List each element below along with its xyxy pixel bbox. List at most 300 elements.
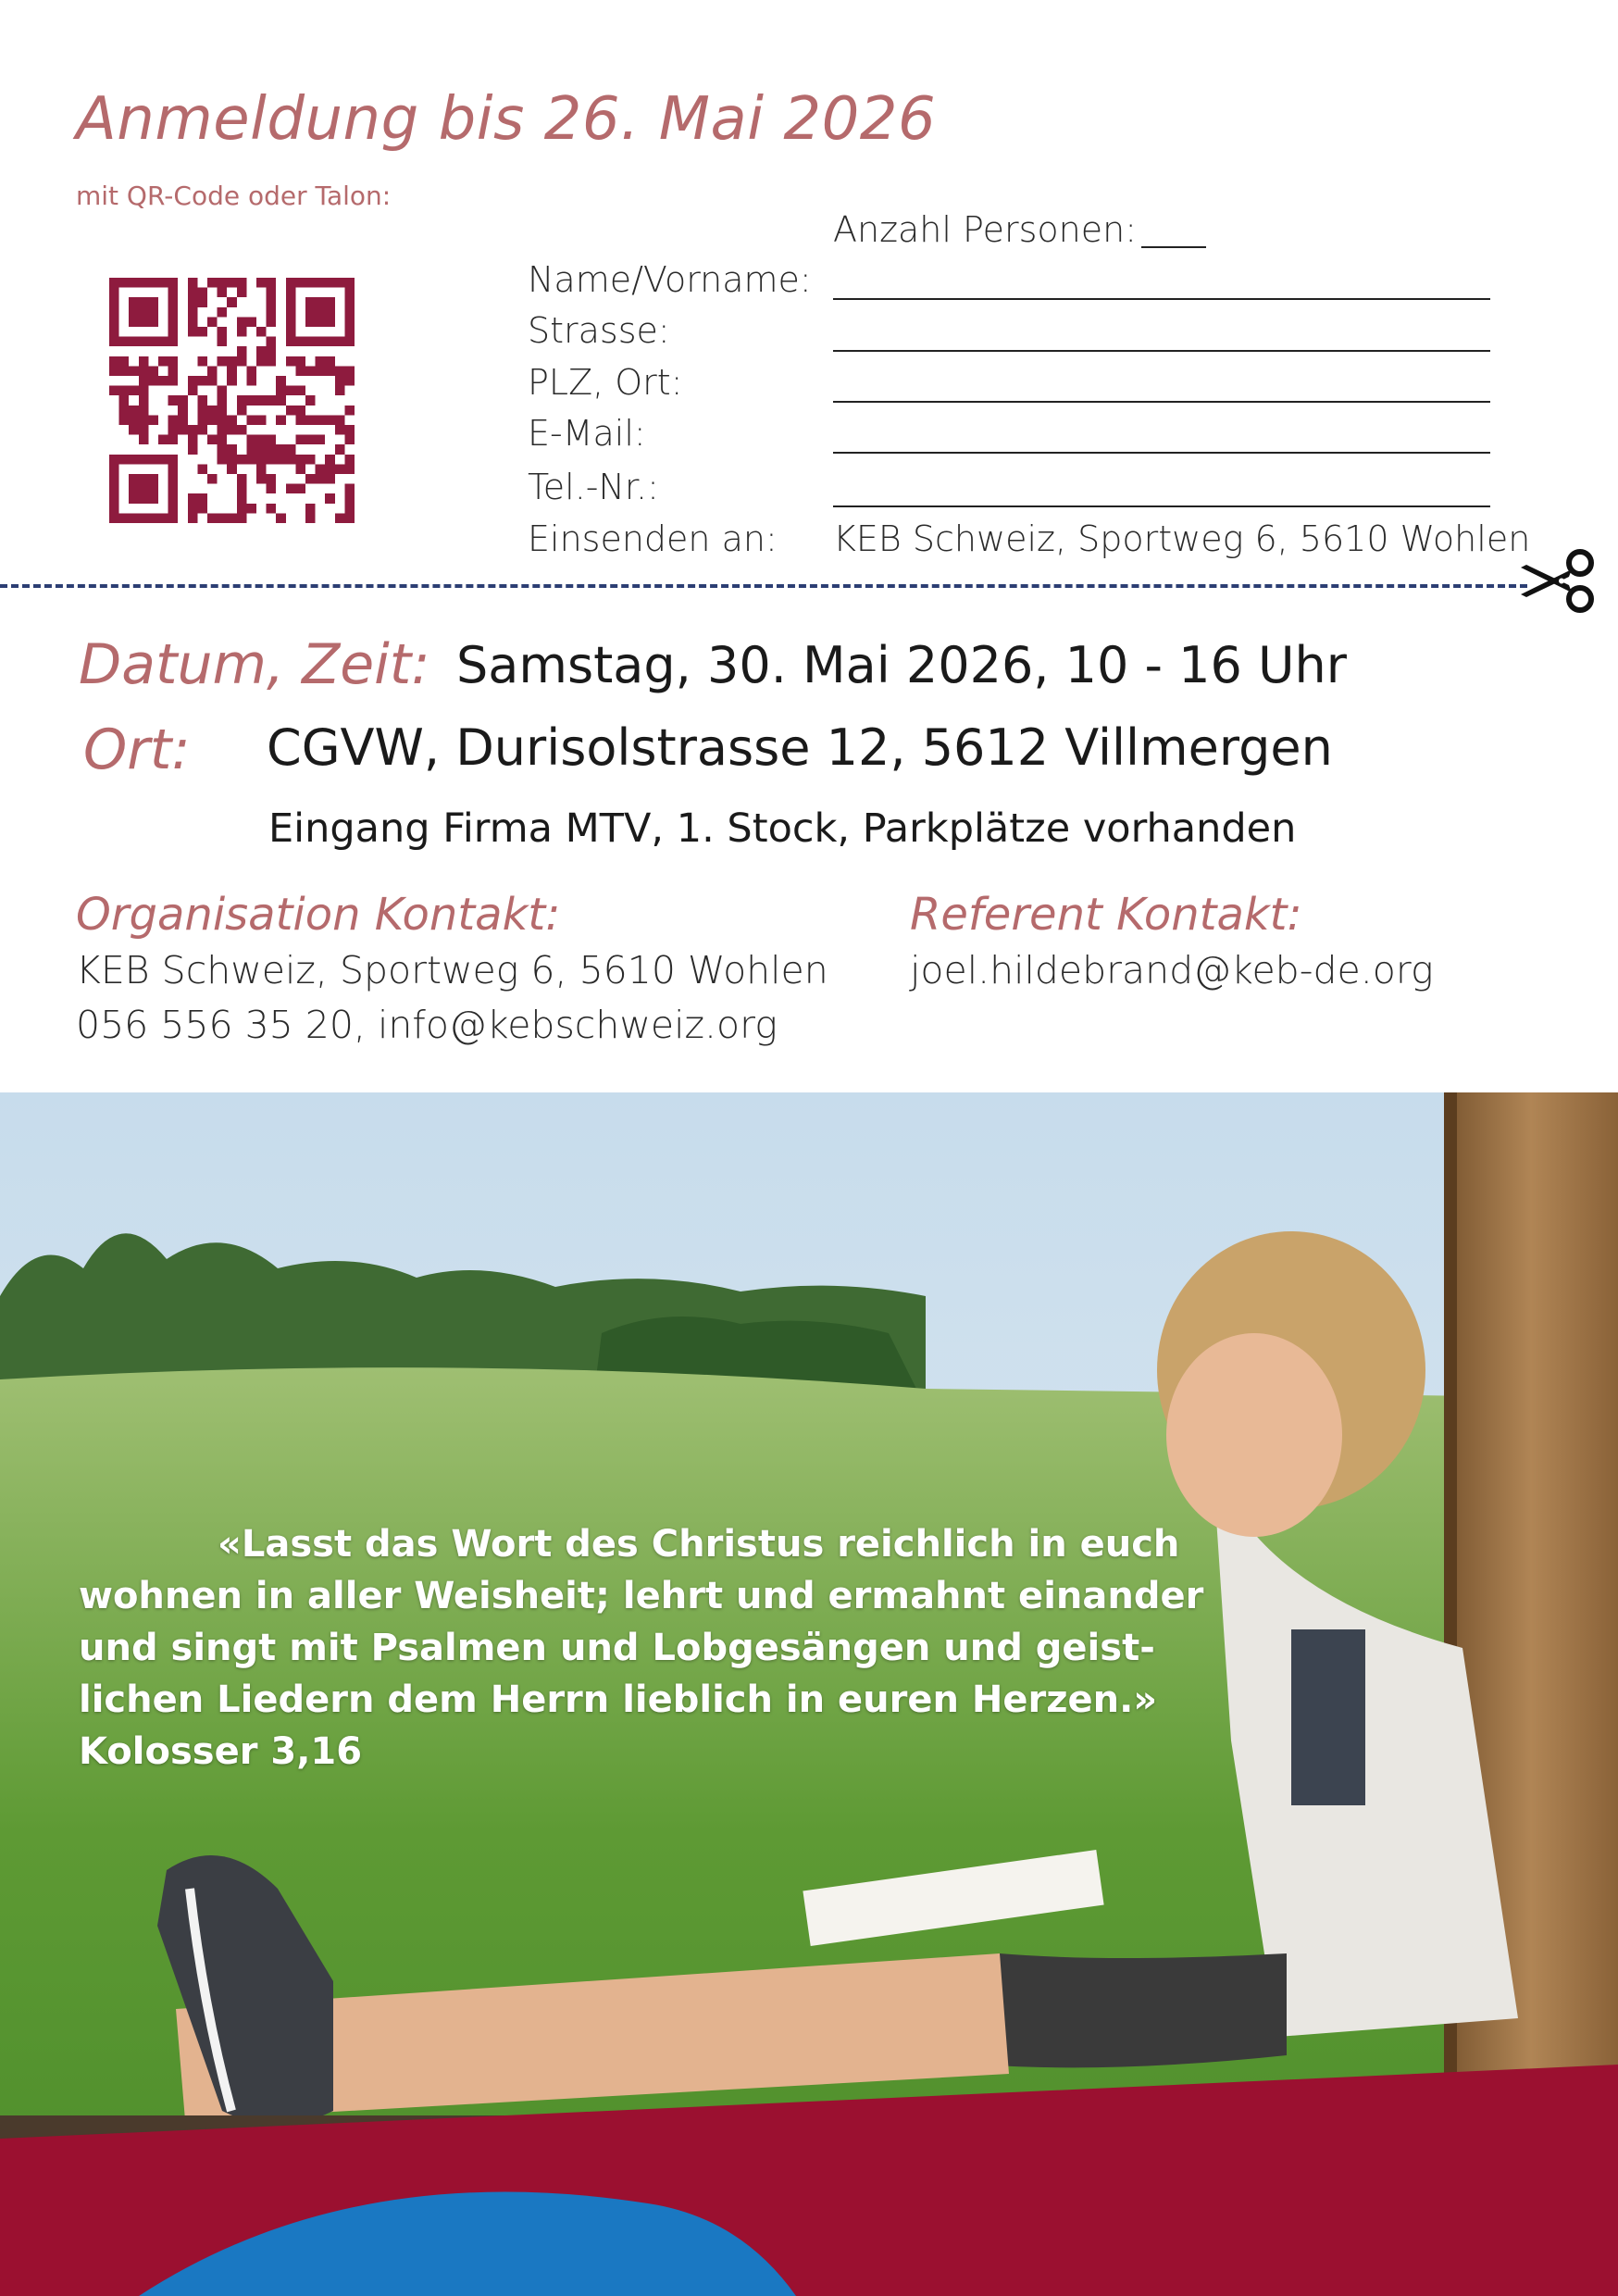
qr-module [344,337,355,347]
qr-module [246,455,256,465]
qr-module [227,278,237,288]
qr-module [276,415,286,425]
qr-module [267,504,277,514]
qr-module [246,376,256,386]
qr-module [305,513,316,523]
qr-module [305,435,316,445]
qr-module [139,493,149,504]
qr-module [305,474,316,484]
phone-input-line[interactable] [833,505,1490,507]
qr-module [286,297,296,307]
qr-module [276,444,286,455]
qr-module [218,327,228,337]
persons-label: Anzahl Personen: [833,209,1137,250]
qr-module [168,435,179,445]
qr-module [207,513,218,523]
qr-module [148,278,158,288]
quote-line: und singt mit Psalmen und Lobgesängen und geist- [79,1627,1155,1669]
bible-quote [79,1518,1204,1778]
qr-module [207,415,218,425]
email-input-line[interactable] [833,452,1490,454]
qr-module [286,455,296,465]
qr-module [139,474,149,484]
qr-module [207,366,218,376]
qr-module [109,474,119,484]
qr-module [267,356,277,367]
qr-module [305,307,316,318]
qr-module [139,513,149,523]
qr-module [305,395,316,406]
qr-module [286,278,296,288]
qr-module [246,317,256,327]
qr-module [276,386,286,396]
qr-module [325,455,335,465]
qr-module [237,346,247,356]
qr-module [218,513,228,523]
registration-subline: mit QR-Code oder Talon: [76,181,392,211]
qr-module [148,376,158,386]
qr-module [335,464,345,474]
qr-module [237,406,247,416]
qr-module [188,307,198,318]
qr-module [325,278,335,288]
qr-module [325,307,335,318]
qr-module [139,297,149,307]
qr-module [178,395,188,406]
qr-module [168,484,179,494]
qr-module [129,484,139,494]
qr-module [256,455,267,465]
qr-module [119,356,130,367]
quote-line: lichen Liedern dem Herrn lieblich in euren Herzen.» [79,1678,1158,1721]
qr-module [344,278,355,288]
qr-module [218,288,228,298]
qr-module [148,513,158,523]
qr-module [267,395,277,406]
qr-module [188,435,198,445]
qr-module [267,297,277,307]
qr-module [335,415,345,425]
qr-module [158,513,168,523]
qr-module [227,376,237,386]
qr-module [218,356,228,367]
qr-module [267,288,277,298]
qr-module [139,278,149,288]
qr-module [267,444,277,455]
qr-module [139,307,149,318]
qr-module [256,474,267,484]
qr-module [286,337,296,347]
qr-module [129,307,139,318]
qr-module [335,513,345,523]
qr-module [119,386,130,396]
qr-module [119,337,130,347]
qr-code[interactable] [109,278,355,523]
qr-module [129,455,139,465]
qr-module [178,406,188,416]
place-label: Ort: [83,718,191,782]
qr-module [129,366,139,376]
qr-module [129,297,139,307]
qr-module [286,327,296,337]
qr-module [246,435,256,445]
qr-module [227,356,237,367]
qr-module [246,366,256,376]
qr-module [316,317,326,327]
qr-module [344,317,355,327]
qr-module [139,415,149,425]
qr-module [119,366,130,376]
entry-note: Eingang Firma MTV, 1. Stock, Parkplätze vorhanden [268,805,1297,852]
qr-module [148,307,158,318]
qr-module [237,317,247,327]
qr-module [237,484,247,494]
qr-module [335,278,345,288]
qr-module [305,455,316,465]
qr-module [188,493,198,504]
qr-module [188,297,198,307]
quote-line: wohnen in aller Weisheit; lehrt und ermahnt einander [79,1575,1204,1617]
qr-module [109,327,119,337]
qr-module [335,425,345,435]
qr-module [218,415,228,425]
qr-module [295,337,305,347]
qr-module [168,376,179,386]
qr-module [295,386,305,396]
qr-module [256,327,267,337]
qr-module [197,288,207,298]
qr-module [139,386,149,396]
qr-module [168,297,179,307]
qr-module [316,337,326,347]
referent-email[interactable]: joel.hildebrand@keb-de.org [910,948,1434,992]
qr-module [344,464,355,474]
org-address: KEB Schweiz, Sportweg 6, 5610 Wohlen [76,948,828,992]
qr-module [109,317,119,327]
qr-module [227,425,237,435]
qr-module [168,504,179,514]
qr-module [276,395,286,406]
qr-module [188,288,198,298]
qr-module [316,278,326,288]
qr-module [188,317,198,327]
qr-module [295,435,305,445]
qr-module [218,278,228,288]
qr-module [305,297,316,307]
qr-module [168,464,179,474]
zip-city-input-line[interactable] [833,401,1490,403]
qr-module [246,504,256,514]
qr-module [158,278,168,288]
qr-module [109,307,119,318]
qr-module [197,415,207,425]
qr-module [168,288,179,298]
qr-module [197,425,207,435]
qr-module [158,356,168,367]
qr-module [344,327,355,337]
qr-module [276,455,286,465]
qr-module [267,337,277,347]
qr-module [316,435,326,445]
qr-module [197,327,207,337]
qr-module [109,504,119,514]
qr-module [197,406,207,416]
qr-module [344,366,355,376]
qr-module [139,356,149,367]
qr-module [129,493,139,504]
qr-module [109,278,119,288]
qr-module [197,493,207,504]
qr-module [286,307,296,318]
qr-module [158,435,168,445]
name-input-line[interactable] [833,298,1490,300]
qr-module [139,317,149,327]
qr-module [256,415,267,425]
qr-module [325,366,335,376]
send-label: Einsenden an: [528,518,778,559]
qr-module [227,464,237,474]
qr-module [139,484,149,494]
qr-module [129,474,139,484]
qr-module [316,415,326,425]
qr-module [139,366,149,376]
qr-module [286,484,296,494]
qr-module [148,474,158,484]
qr-module [109,386,119,396]
qr-module [139,406,149,416]
qr-module [325,464,335,474]
qr-module [316,464,326,474]
qr-module [344,307,355,318]
qr-module [276,376,286,386]
qr-module [305,504,316,514]
qr-module [129,337,139,347]
qr-module [305,337,316,347]
qr-module [295,484,305,494]
qr-module [188,376,198,386]
qr-module [335,376,345,386]
persons-input-line[interactable] [1141,246,1206,248]
qr-module [344,297,355,307]
qr-module [148,297,158,307]
qr-module [267,317,277,327]
qr-module [207,474,218,484]
qr-module [295,366,305,376]
qr-module [267,484,277,494]
qr-module [158,376,168,386]
qr-module [325,317,335,327]
qr-module [109,493,119,504]
qr-module [188,425,198,435]
email-label: E-Mail: [528,413,646,454]
cut-line [0,584,1527,588]
qr-module [286,288,296,298]
qr-module [148,493,158,504]
qr-module [109,366,119,376]
qr-module [129,415,139,425]
phone-label: Tel.-Nr.: [528,467,659,507]
qr-module [237,493,247,504]
org-contact-heading: Organisation Kontakt: [76,889,561,941]
qr-module [227,297,237,307]
qr-module [178,415,188,425]
qr-module [168,493,179,504]
qr-module [109,513,119,523]
zip-city-label: PLZ, Ort: [528,362,683,403]
qr-module [168,317,179,327]
qr-module [168,327,179,337]
qr-module [335,366,345,376]
qr-module [188,386,198,396]
qr-module [227,366,237,376]
qr-module [237,356,247,367]
qr-module [344,484,355,494]
qr-module [197,504,207,514]
qr-module [188,513,198,523]
qr-module [344,425,355,435]
qr-module [207,278,218,288]
qr-module [129,386,139,396]
qr-module [237,327,247,337]
qr-module [109,297,119,307]
qr-module [305,366,316,376]
qr-module [109,356,119,367]
qr-module [139,376,149,386]
qr-module [316,307,326,318]
qr-module [267,346,277,356]
qr-module [218,395,228,406]
date-label: Datum, Zeit: [79,632,430,697]
qr-module [188,504,198,514]
qr-module [256,464,267,474]
qr-module [325,474,335,484]
qr-module [344,513,355,523]
qr-module [188,278,198,288]
qr-module [295,356,305,367]
qr-module [197,356,207,367]
qr-module [227,513,237,523]
qr-module [218,444,228,455]
registration-headline: Anmeldung bis 26. Mai 2026 [76,85,937,154]
qr-module [286,317,296,327]
qr-module [227,415,237,425]
qr-module [148,317,158,327]
qr-module [344,504,355,514]
qr-module [256,278,267,288]
qr-module [218,337,228,347]
street-label: Strasse: [528,310,670,351]
qr-module [119,415,130,425]
qr-module [168,513,179,523]
qr-module [207,406,218,416]
street-input-line[interactable] [833,350,1490,352]
qr-module [109,484,119,494]
qr-module [256,346,267,356]
quote-line: «Lasst das Wort des Christus reichlich in euch [218,1523,1180,1566]
qr-module [168,337,179,347]
qr-module [325,493,335,504]
qr-module [237,474,247,484]
qr-module [109,337,119,347]
qr-module [197,464,207,474]
qr-module [197,395,207,406]
qr-module [256,356,267,367]
qr-module [218,435,228,445]
qr-module [148,337,158,347]
qr-module [207,435,218,445]
qr-module [246,444,256,455]
qr-module [344,455,355,465]
qr-module [188,327,198,337]
qr-module [188,444,198,455]
qr-module [256,395,267,406]
qr-module [168,455,179,465]
qr-module [344,406,355,416]
referent-contact-heading: Referent Kontakt: [910,889,1302,941]
qr-module [119,513,130,523]
qr-module [119,278,130,288]
qr-module [227,455,237,465]
qr-module [267,278,277,288]
date-value: Samstag, 30. Mai 2026, 10 - 16 Uhr [456,636,1347,694]
qr-module [344,435,355,445]
qr-module [129,317,139,327]
qr-module [267,474,277,484]
qr-module [129,425,139,435]
qr-module [267,307,277,318]
qr-module [344,493,355,504]
qr-module [129,513,139,523]
qr-module [237,455,247,465]
qr-module [218,406,228,416]
qr-module [139,395,149,406]
qr-module [168,278,179,288]
qr-module [218,425,228,435]
qr-module [316,297,326,307]
qr-module [119,406,130,416]
qr-module [286,406,296,416]
qr-module [168,474,179,484]
qr-module [316,366,326,376]
qr-module [335,386,345,396]
qr-module [237,425,247,435]
qr-module [325,356,335,367]
qr-module [305,278,316,288]
qr-module [305,415,316,425]
qr-module [237,288,247,298]
qr-module [148,366,158,376]
qr-module [139,337,149,347]
qr-module [129,406,139,416]
qr-module [325,337,335,347]
qr-module [178,425,188,435]
qr-module [139,435,149,445]
qr-module [325,415,335,425]
qr-module [237,513,247,523]
qr-module [256,435,267,445]
qr-module [129,278,139,288]
qr-module [295,464,305,474]
qr-module [305,317,316,327]
qr-module [168,425,179,435]
org-phone-email[interactable]: 056 556 35 20, info@kebschweiz.org [76,1003,778,1047]
qr-module [295,278,305,288]
qr-module [295,415,305,425]
qr-module [119,455,130,465]
qr-module [119,395,130,406]
qr-module [344,376,355,386]
qr-module [148,484,158,494]
